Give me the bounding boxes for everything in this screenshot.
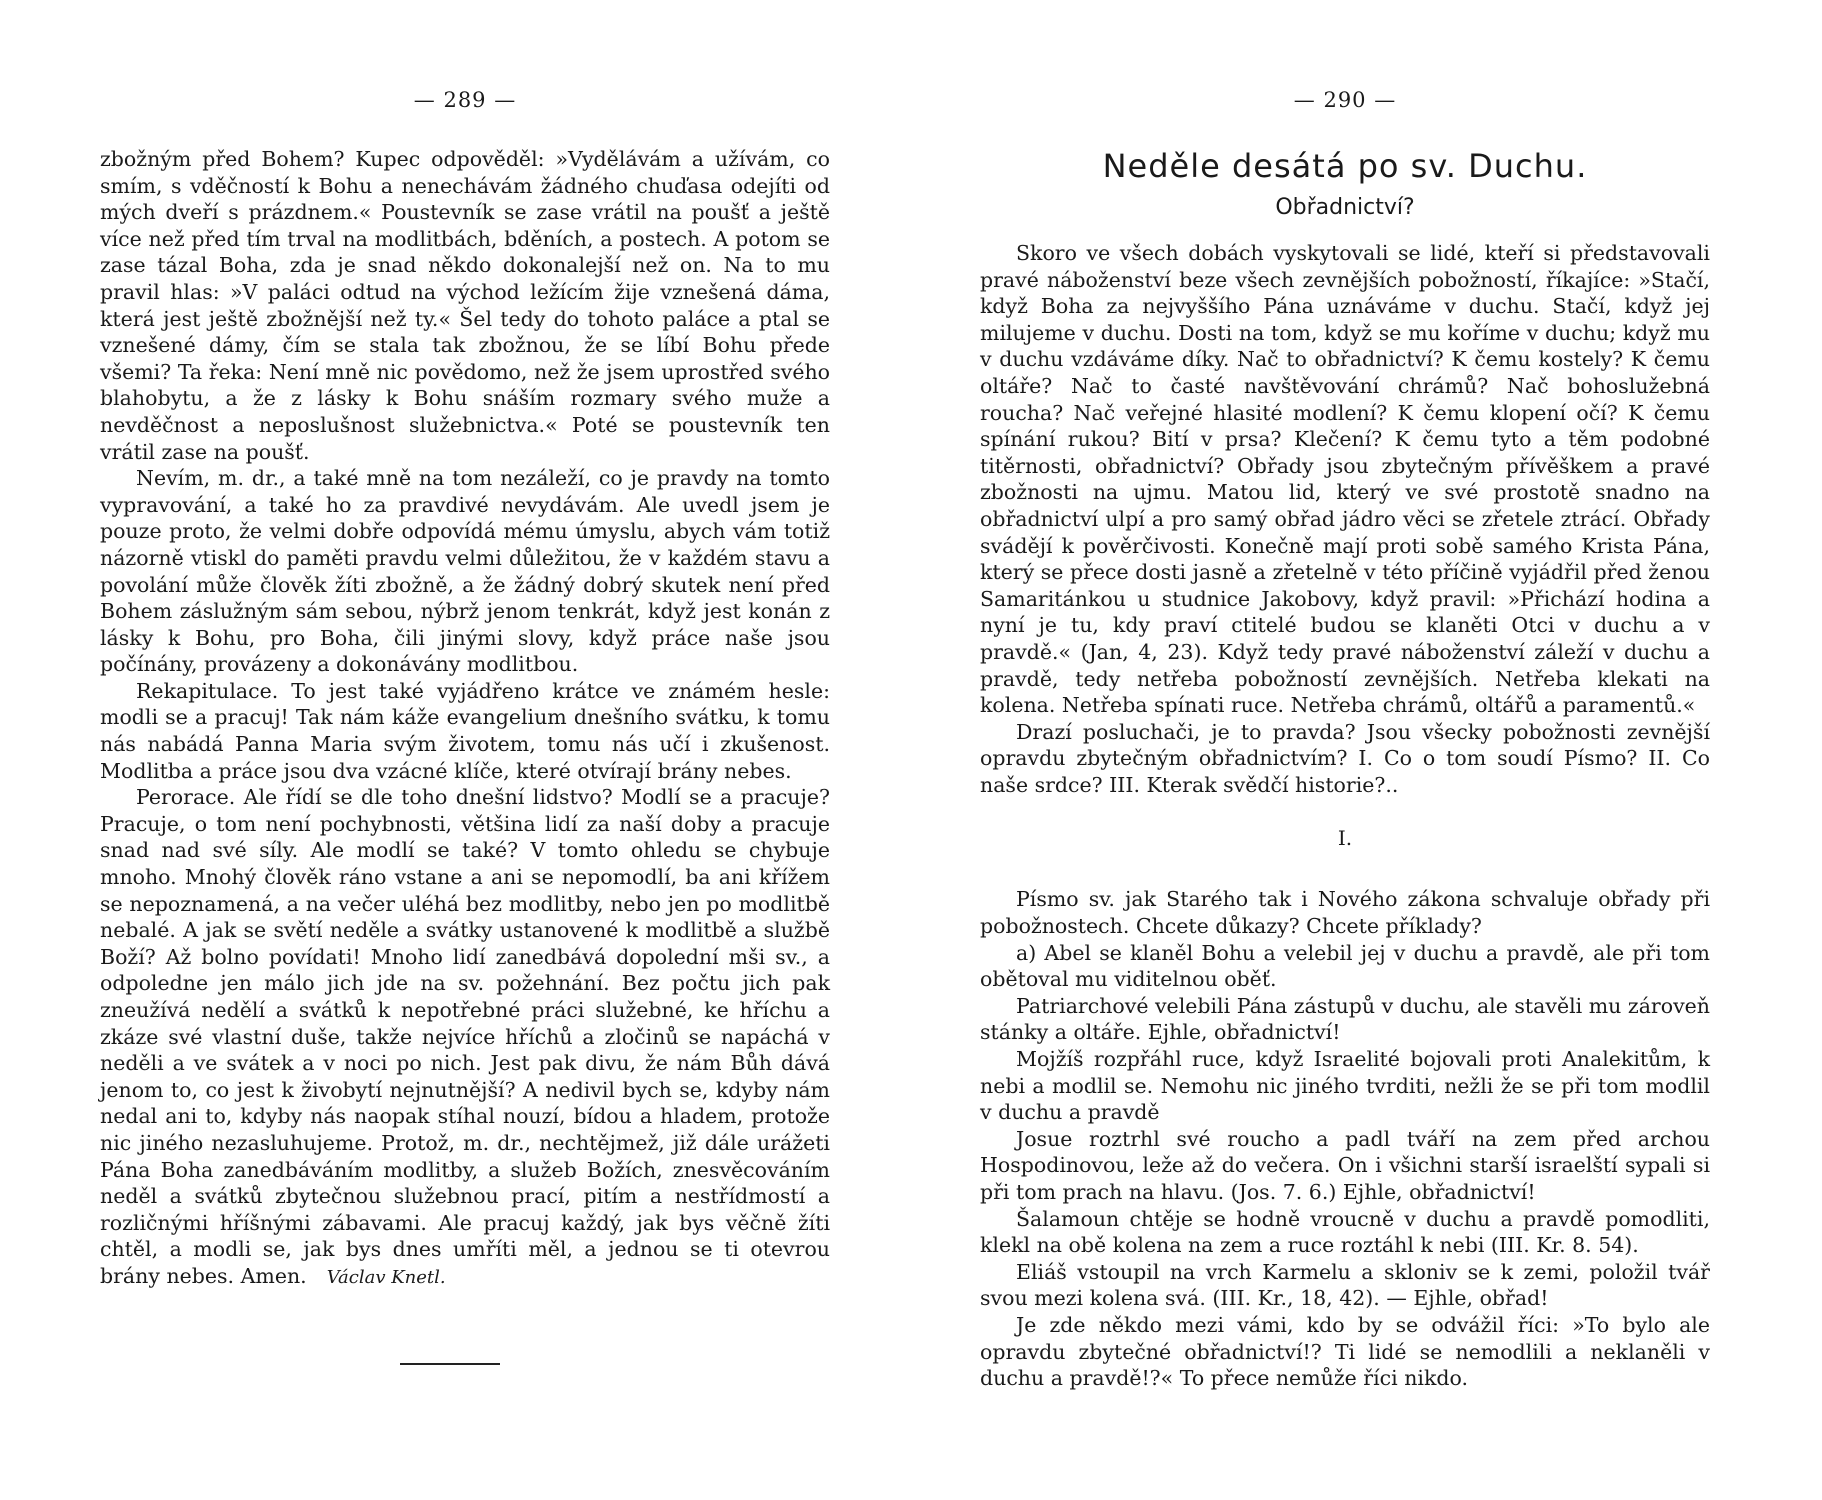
left-page bbox=[100, 0, 830, 1500]
paragraph: Nevím, m. dr., a také mně na tom nezáleží, co je pravdy na tomto vypravování, a také ho za pravdivé nevydávám. Ale uvedl jsem je pouze proto, že velmi dobře odpovídá mému úmyslu, abych vám totiž názorně vtiskl do paměti pravdu velmi důležitou, že v každém stavu a povolání může člověk žíti zbožně, a že žádný dobrý skutek není před Bohem záslužným sám sebou, nýbrž jenom tenkrát, když jest konán z lásky k Bohu, pro Boha, čili jinými slovy, když práce naše jsou počínány, provázeny a dokonávány modlitbou. bbox=[100, 466, 830, 677]
paragraph-with-signature bbox=[100, 784, 830, 1291]
paragraph: Skoro ve všech dobách vyskytovali se lidé, kteří si představovali pravé náboženství beze všech zevnějších pobožností, říkajíce: »Stačí, když Boha za nejvyššího Pána uznáváme v duchu. Stačí, když jej milujeme v duchu. Dosti na tom, když se mu koříme v duchu; když mu v duchu vzdáváme díky. Nač to obřadnictví? K čemu kostely? K čemu oltáře? Nač to časté navštěvování chrámů? Nač bohoslužebná roucha? Nač veřejné hlasité modlení? K čemu klopení očí? K čemu spínání rukou? Bití v prsa? Klečení? K čemu tyto a těm podobné titěrnosti, obřadnictví? Obřady jsou zbytečným přívěškem a pravé zbožnosti na ujmu. Matou lid, který ve své prostotě snadno na obřadnictví ulpí a pro samý obřad jádro věci se zřetele ztrácí. Obřady svádějí k pověrčivosti. Konečně mají proti sobě samého Krista Pána, který se přece dosti jasně a zřetelně v této příčině vyjádřil před ženou Samaritánkou u studnice Jakobovy, když pravil: »Přichází hodina a nyní je tu, kdy praví ctitelé budou se klaněti Otci v duchu a v pravdě.« (Jan, 4, 23). Když tedy pravé náboženství záleží v duchu a pravdě, tedy netřeba pobožností zevnějších. Netřeba klekati na kolena. Netřeba spínati ruce. Netřeba chrámů, oltářů a paramentů.« bbox=[980, 241, 1710, 718]
sermon-title: Neděle desátá po sv. Duchu. bbox=[1102, 147, 1588, 185]
paragraph: zbožným před Bohem? Kupec odpověděl: »Vydělávám a užívám, co smím, s vděčností k Bohu a nenechávám žádného chuďasa odejíti od mých dveří s prázdnem.« Poustevník se zase vrátil na poušť a ještě více než před tím trval na modlitbách, bděních, a postech. A potom se zase tázal Boha, zda je snad někdo dokonalejší než on. Na to mu pravil hlas: »V paláci odtud na východ ležícím žije vznešená dáma, která jest ještě zbožnější než ty.« Šel tedy do tohoto paláce a ptal se vznešené dámy, čím se stala tak zbožnou, že se líbí Bohu přede všemi? Ta řeka: Není mně nic povědomo, než že jsem uprostřed svého blahobytu, a že z lásky k Bohu snáším rozmary svého muže a nevděčnost a neposlušnost služebnictva.« Poté se poustevník ten vrátil zase na poušť. bbox=[100, 147, 830, 464]
paragraph-text: Perorace. Ale řídí se dle toho dnešní lidstvo? Modlí se a pracuje? Pracuje, o tom není pochybnosti, většina lidí za naší doby a pracuje snad nad své síly. Ale modlí se také? V tomto ohledu se chybuje mnoho. Mnohý člověk ráno vstane a ani se nepomodlí, ba ani křížem se nepoznamená, a na večer uléhá bez modlitby, nebo jen po modlitbě nebalé. A jak se světí neděle a svátky ustanovené k modlitbě a službě Boží? Až bolno povídati! Mnoho lidí zanedbává dopolední mši sv., a odpoledne jen málo jich jde na sv. požehnání. Bez počtu jich pak zneužívá nedělí a svátků k nepotřebné práci služebné, ke hříchu a zkáze své vlastní duše, takže nejvíce hříchů a zločinů se napáchá v neděli a ve svátek a v noci po nich. Jest pak divu, že nám Bůh dává jenom to, co jest k živobytí nejnutnější? A nedivil bych se, kdyby nám nedal ani to, kdyby nás naopak stíhal nouzí, bídou a hladem, protože nic jiného nezasluhujeme. Protož, m. dr., nechtějmež, již dále urážeti Pána Boha zanedbáváním modlitby, a služeb Božích, znesvěcováním neděl a svátků zbytečnou služebnou prací, pitím a nestřídmostí a rozličnými hříšnými zábavami. Ale pracuj každý, jak bys věčně žíti chtěl, a modli se, jak bys dnes umříti měl, a jednou se ti otevrou brány nebes. Amen. bbox=[100, 785, 830, 1288]
paragraph: Drazí posluchači, je to pravda? Jsou všecky pobožnosti zevnější opravdu zbytečným obřadnictvím? I. Co o tom soudí Písmo? II. Co naše srdce? III. Kterak svědčí historie?.. bbox=[980, 719, 1710, 797]
paragraph: Mojžíš rozpřáhl ruce, když Israelité bojovali proti Analekitům, k nebi a modlil se. Nemohu nic jiného tvrditi, nežli že se při tom modlil v duchu a pravdě bbox=[980, 1047, 1710, 1125]
right-page-text bbox=[980, 146, 1710, 1392]
left-page-text bbox=[100, 146, 830, 1292]
paragraph: a) Abel se klaněl Bohu a velebil jej v duchu a pravdě, ale při tom obětoval mu viditelnou oběť. bbox=[980, 940, 1710, 992]
author-signature: Václav Knetl. bbox=[326, 1266, 446, 1288]
sermon-subtitle: Obřadnictví? bbox=[1275, 195, 1415, 220]
page-number-left: — 289 — bbox=[413, 88, 517, 112]
paragraph: Rekapitulace. To jest také vyjádřeno krátce ve známém hesle: modli se a pracuj! Tak nám káže evangelium dnešního svátku, k tomu nás nabádá Panna Maria svým životem, tomu nás učí i zkušenost. Modlitba a práce jsou dva vzácné klíče, které otvírají brány nebes. bbox=[100, 678, 830, 783]
page-number-right: — 290 — bbox=[1293, 88, 1397, 112]
end-rule bbox=[400, 1363, 500, 1365]
paragraph: Patriarchové velebili Pána zástupů v duchu, ale stavěli mu zároveň stánky a oltáře. Ejhle, obřadnictví! bbox=[980, 993, 1710, 1045]
paragraph: Je zde někdo mezi vámi, kdo by se odvážil říci: »To bylo ale opravdu zbytečné obřadnictví!? Ti lidé se nemodlili a neklaněli v duchu a pravdě!?« To přece nemůže říci nikdo. bbox=[980, 1312, 1710, 1391]
section-numeral: I. bbox=[1337, 826, 1353, 851]
paragraph: Písmo sv. jak Starého tak i Nového zákona schvaluje obřady při pobožnostech. Chcete důkazy? Chcete příklady? bbox=[980, 887, 1710, 939]
paragraph: Josue roztrhl své roucho a padl tváří na zem před archou Hospodinovou, leže až do večera. On i všichni starší israelští sypali si při tom prach na hlavu. (Jos. 7. 6.) Ejhle, obřadnictví! bbox=[980, 1126, 1710, 1204]
paragraph: Eliáš vstoupil na vrch Karmelu a skloniv se k zemi, položil tvář svou mezi kolena svá. (III. Kr., 18, 42). — Ejhle, obřad! bbox=[980, 1259, 1710, 1311]
paragraph: Šalamoun chtěje se hodně vroucně v duchu a pravdě pomodliti, klekl na obě kolena na zem a ruce roztáhl k nebi (III. Kr. 8. 54). bbox=[980, 1206, 1710, 1258]
right-page bbox=[980, 0, 1710, 1500]
